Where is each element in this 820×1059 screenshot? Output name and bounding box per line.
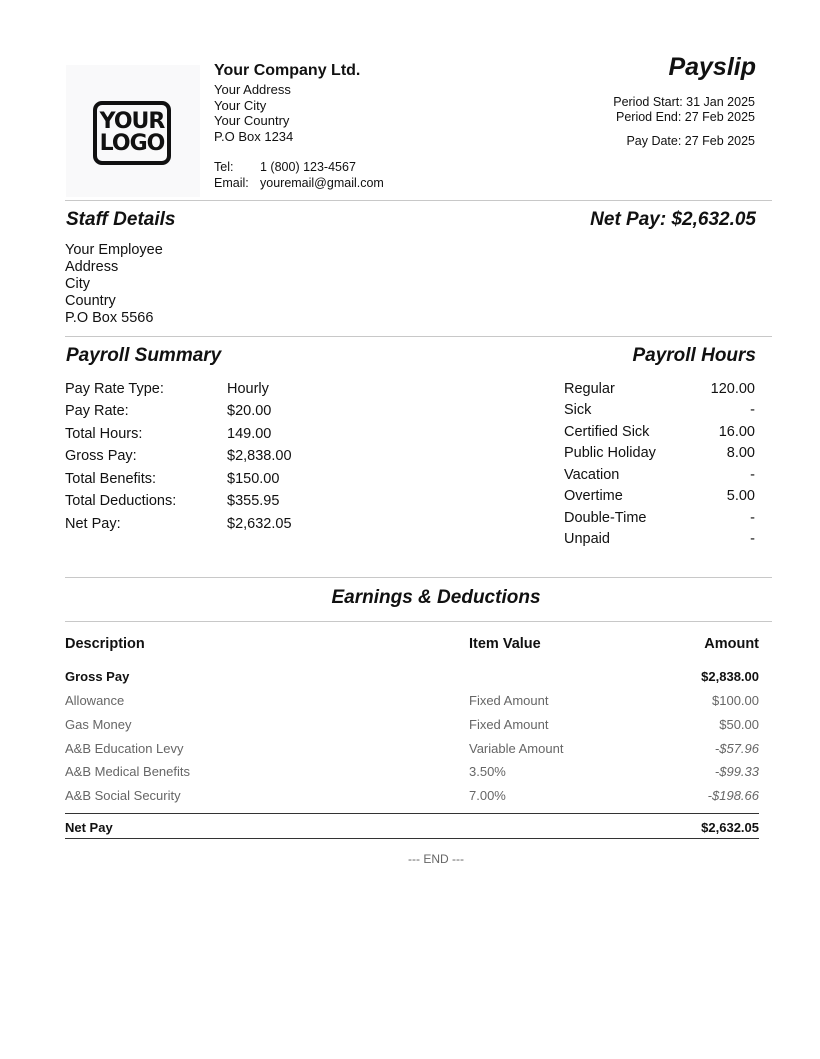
hours-value: -: [750, 531, 755, 547]
gross-pay-label: Gross Pay: [65, 669, 130, 684]
column-header-amount: Amount: [704, 636, 759, 652]
company-address-line: P.O Box 1234: [214, 129, 294, 144]
company-name: Your Company Ltd.: [214, 62, 361, 79]
line-item-value: Fixed Amount: [469, 717, 549, 732]
line-item-value: Variable Amount: [469, 741, 564, 756]
staff-line: Country: [65, 293, 116, 309]
end-marker: --- END ---: [408, 852, 464, 866]
hours-label: Unpaid: [564, 531, 610, 547]
net-pay-label: Net Pay: [65, 820, 113, 835]
email-value: youremail@gmail.com: [260, 176, 384, 190]
company-address-line: Your City: [214, 98, 267, 113]
payroll-summary-title: Payroll Summary: [66, 345, 222, 366]
hours-label: Overtime: [564, 488, 623, 504]
summary-value: $20.00: [227, 403, 272, 419]
summary-value: $150.00: [227, 471, 280, 487]
hours-value: -: [750, 467, 755, 483]
summary-value: 149.00: [227, 426, 272, 442]
table-divider: [65, 838, 759, 839]
staff-line: P.O Box 5566: [65, 310, 154, 326]
line-description: A&B Education Levy: [65, 741, 184, 756]
summary-label: Pay Rate:: [65, 403, 129, 419]
payslip-title: Payslip: [668, 53, 756, 81]
line-amount: -$57.96: [714, 741, 759, 756]
table-divider: [65, 813, 759, 814]
divider: [65, 200, 772, 201]
email-label: Email:: [214, 176, 249, 190]
summary-label: Net Pay:: [65, 516, 121, 532]
hours-label: Double-Time: [564, 510, 647, 526]
company-address-line: Your Country: [214, 113, 290, 128]
pay-date: Pay Date: 27 Feb 2025: [626, 134, 755, 148]
net-pay-heading: Net Pay: $2,632.05: [590, 209, 756, 230]
staff-line: Address: [65, 259, 119, 275]
period-start: Period Start: 31 Jan 2025: [613, 95, 755, 109]
line-description: Allowance: [65, 693, 125, 708]
hours-value: -: [750, 510, 755, 526]
line-amount: -$198.66: [707, 788, 759, 803]
summary-label: Total Hours:: [65, 426, 143, 442]
line-item-value: Fixed Amount: [469, 693, 549, 708]
company-logo: [66, 65, 200, 197]
line-description: A&B Social Security: [65, 788, 181, 803]
hours-label: Vacation: [564, 467, 620, 483]
line-item-value: 3.50%: [469, 764, 506, 779]
period-end: Period End: 27 Feb 2025: [616, 110, 755, 124]
hours-value: 16.00: [718, 424, 755, 440]
staff-line: City: [65, 276, 90, 292]
hours-label: Certified Sick: [564, 424, 650, 440]
hours-value: 120.00: [710, 381, 755, 397]
hours-value: -: [750, 402, 755, 418]
line-description: Gas Money: [65, 717, 132, 732]
line-amount: $100.00: [712, 693, 759, 708]
tel-value: 1 (800) 123-4567: [260, 160, 356, 174]
earnings-deductions-title: Earnings & Deductions: [331, 587, 541, 608]
summary-label: Pay Rate Type:: [65, 381, 164, 397]
staff-details-title: Staff Details: [66, 209, 176, 230]
column-header-description: Description: [65, 636, 145, 652]
logo-mark: [93, 101, 171, 165]
summary-value: $2,838.00: [227, 448, 292, 464]
hours-value: 8.00: [726, 445, 755, 461]
hours-value: 5.00: [726, 488, 755, 504]
company-address-line: Your Address: [214, 82, 291, 97]
divider: [65, 621, 772, 622]
line-amount: $50.00: [719, 717, 759, 732]
line-item-value: 7.00%: [469, 788, 506, 803]
summary-label: Gross Pay:: [65, 448, 137, 464]
summary-label: Total Deductions:: [65, 493, 177, 509]
gross-pay-amount: $2,838.00: [701, 669, 759, 684]
logo-text-line-2: LOGO: [99, 131, 165, 156]
net-pay-amount: $2,632.05: [701, 820, 759, 835]
line-description: A&B Medical Benefits: [65, 764, 191, 779]
hours-label: Sick: [564, 402, 592, 418]
summary-value: $2,632.05: [227, 516, 292, 532]
tel-label: Tel:: [214, 160, 234, 174]
divider: [65, 577, 772, 578]
hours-label: Public Holiday: [564, 445, 656, 461]
payroll-hours-title: Payroll Hours: [632, 345, 756, 366]
divider: [65, 336, 772, 337]
staff-line: Your Employee: [65, 242, 163, 258]
summary-label: Total Benefits:: [65, 471, 157, 487]
hours-label: Regular: [564, 381, 615, 397]
summary-value: $355.95: [227, 493, 280, 509]
logo-text-line-1: YOUR: [99, 109, 165, 134]
column-header-item-value: Item Value: [469, 636, 541, 652]
summary-value: Hourly: [227, 381, 269, 397]
line-amount: -$99.33: [714, 764, 759, 779]
